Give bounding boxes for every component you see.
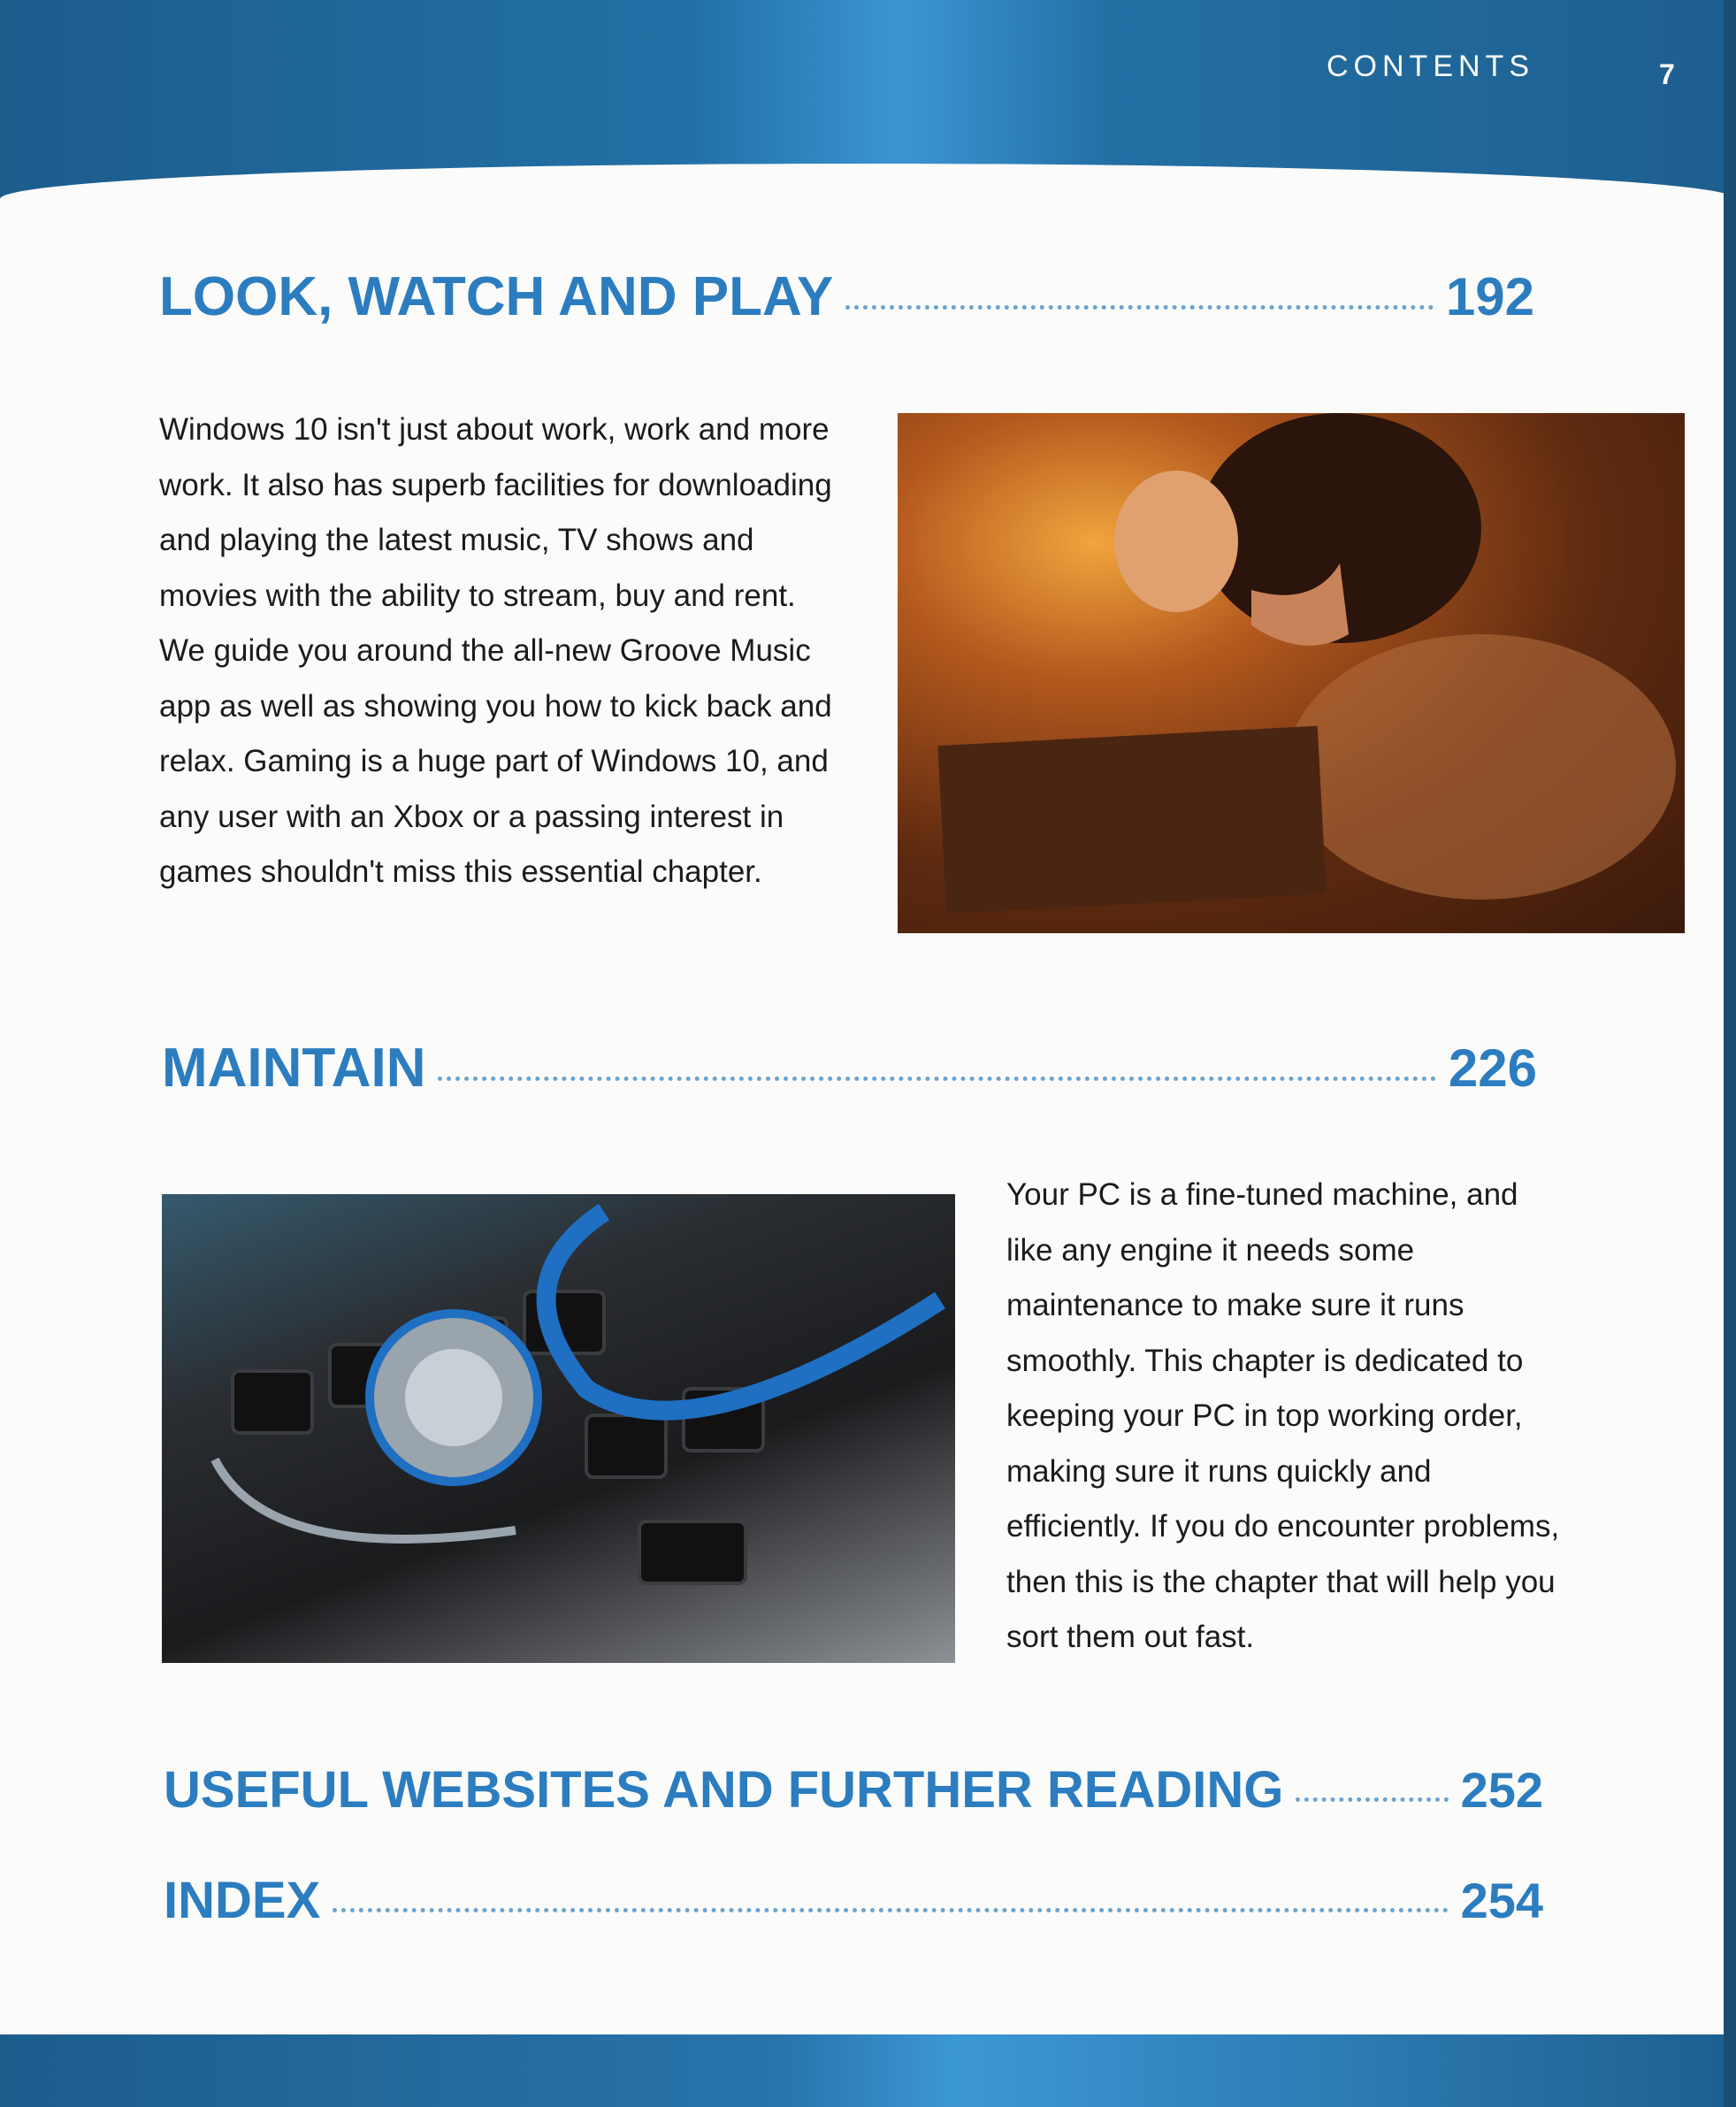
toc-entry-useful-websites[interactable] — [164, 1760, 1543, 1820]
photo-stethoscope-on-keyboard — [162, 1194, 955, 1663]
page-edge — [1724, 0, 1736, 2107]
section-description: Your PC is a fine-tuned machine, and like any engine it needs some maintenance to make sure it runs smoothly. This chapter is dedicated to keeping your PC in top working order, making sure it runs quickly and efficiently. If you do encounter problems, then this is the chapter that will help you sort them out fast. — [1006, 1177, 1560, 1654]
toc-title: MAINTAIN — [162, 1038, 426, 1099]
toc-page: 252 — [1460, 1762, 1543, 1818]
photo-illustration — [898, 413, 1685, 933]
toc-title: INDEX — [164, 1872, 321, 1929]
section-description: Windows 10 isn't just about work, work and more work. It also has superb facilities for downloading and playing the latest music, TV shows and movies with the ability to stream, buy and rent. We guide you around the all-new Groove Music app as well as showing you how to kick back and relax. Gaming is a huge part of Windows 10, and any user with an Xbox or a passing interest in games shouldn't miss this essential chapter. — [159, 412, 832, 889]
toc-entry-index[interactable] — [164, 1871, 1543, 1930]
dot-leader — [1296, 1797, 1448, 1802]
dot-leader — [333, 1908, 1448, 1912]
dot-leader — [438, 1076, 1435, 1081]
photo-woman-with-tablet — [898, 413, 1685, 933]
footer-band — [0, 2034, 1736, 2107]
toc-entry-look-watch-play[interactable] — [159, 265, 1534, 328]
toc-page: 254 — [1460, 1873, 1543, 1928]
toc-entry-maintain[interactable] — [162, 1037, 1537, 1099]
page-number: 7 — [1659, 58, 1675, 90]
toc-title: LOOK, WATCH AND PLAY — [159, 266, 834, 327]
running-title: CONTENTS — [1327, 50, 1534, 83]
dot-leader — [845, 305, 1434, 310]
toc-page: 226 — [1448, 1038, 1537, 1098]
toc-title: USEFUL WEBSITES AND FURTHER READING — [164, 1761, 1284, 1819]
toc-page: 192 — [1445, 267, 1534, 326]
photo-illustration — [162, 1194, 955, 1663]
